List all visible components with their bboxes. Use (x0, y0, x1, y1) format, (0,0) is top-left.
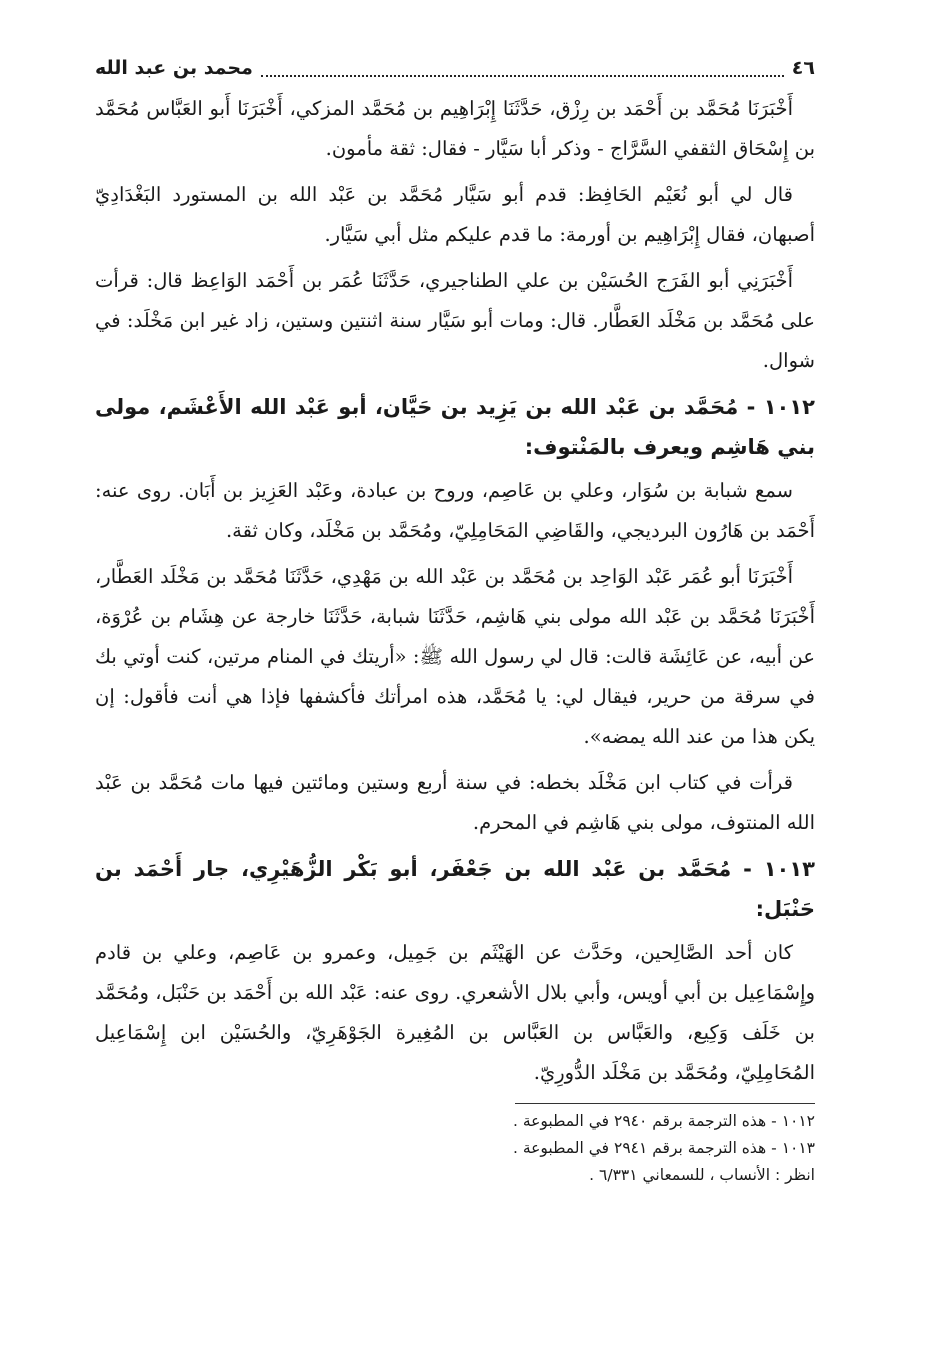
footnote-1013: ١٠١٣ - هذه الترجمة برقم ٢٩٤١ في المطبوعة . (513, 1139, 815, 1157)
running-title: محمد بن عبد الله (95, 57, 253, 79)
paragraph-2: قال لي أبو نُعَيْم الحَافِظ: قدم أبو سَيَّار مُحَمَّد بن عَبْد الله بن المستورد البَغْدَادِيّ أصبهان، فقال إِبْرَاهِيم بن أورمة: ما قدم عليكم مثل أبي سَيَّار. (95, 183, 815, 246)
paragraph-6: قرأت في كتاب ابن مَخْلَد بخطه: في سنة أربع وستين ومائتين فيها مات مُحَمَّد بن عَبْد الله المنتوف، مولى بني هَاشِم في المحرم. (95, 771, 815, 834)
footnote-separator (515, 1103, 815, 1104)
paragraph-5: أَخْبَرَنَا أبو عُمَر عَبْد الوَاحِد بن مُحَمَّد بن عَبْد الله بن مَهْدِي، حَدَّثَنَا مُحَمَّد بن مَخْلَد العَطَّار، أَخْبَرَنَا مُحَمَّد بن عَبْد الله مولى بني هَاشِم، حَدَّثَنَا شبابة، حَدَّثَنَا خارجة عن هِشَام بن عُرْوَة، عن أبيه، عن عَائِشَة قالت: قال لي رسول الله ﷺ: «أريتك في المنام مرتين، كنت أوتي بك في سرقة من حرير، فيقال لي: يا مُحَمَّد، هذه امرأتك فأكشفها فإذا هي أنت فأقول: إن يكن هذا من عند الله يمضه». (95, 565, 815, 748)
page-number: ٤٦ (791, 57, 815, 79)
paragraph-7: كان أحد الصَّالِحين، وحَدَّث عن الهَيْثَم بن جَمِيل، وعمرو بن عَاصِم، وعلي بن قادم وإِسْمَاعِيل بن أبي أويس، وأبي بلال الأشعري. روى عنه: عَبْد الله بن أَحْمَد بن حَنْبَل، ومُحَمَّد بن خَلَف وَكِيع، والعَبَّاس بن العَبَّاس بن المُغِيرة الجَوْهَرِيّ، والحُسَيْن ابن إِسْمَاعِيل المُحَامِلِيّ، ومُحَمَّد بن مَخْلَد الدُّورِيّ. (95, 941, 815, 1084)
footnote-reference: انظر : الأنساب ، للسمعاني ٦/٣٣١ . (589, 1166, 815, 1184)
header-leader-dots (261, 61, 784, 77)
page-header (95, 50, 815, 89)
paragraph-4: سمع شبابة بن سُوَار، وعلي بن عَاصِم، وروح بن عبادة، وعَبْد العَزِيز بن أَبَان. روى عنه: أَحْمَد بن هَارُون البرديجي، والقَاضِي المَحَامِلِيّ، ومُحَمَّد بن مَخْلَد، وكان ثقة. (95, 479, 815, 542)
book-page (95, 50, 815, 1189)
footnotes (95, 1108, 815, 1189)
paragraph-3: أَخْبَرَنِي أبو الفَرَج الحُسَيْن بن علي الطناجيري، حَدَّثَنَا عُمَر بن أَحْمَد الوَاعِظ قال: قرأت على مُحَمَّد بن مَخْلَد العَطَّار. قال: ومات أبو سَيَّار سنة اثنتين وستين، زاد غير ابن مَخْلَد: في شوال. (95, 269, 815, 372)
entry-heading-1012: ١٠١٢ - مُحَمَّد بن عَبْد الله بن يَزِيد بن حَيَّان، أبو عَبْد الله الأَعْشَم، مولى بني هَاشِم ويعرف بالمَنْتوف: (95, 395, 815, 459)
paragraph-1: أَخْبَرَنَا مُحَمَّد بن أَحْمَد بن رِزْق، حَدَّثَنَا إِبْرَاهِيم بن مُحَمَّد المزكي، أَخْبَرَنَا أَبو العَبَّاس مُحَمَّد بن إِسْحَاق الثقفي السَّرَّاج - وذكر أبا سَيَّار - فقال: ثقة مأمون. (95, 97, 815, 160)
footnote-1012: ١٠١٢ - هذه الترجمة برقم ٢٩٤٠ في المطبوعة . (513, 1112, 815, 1130)
entry-heading-1013: ١٠١٣ - مُحَمَّد بن عَبْد الله بن جَعْفَر، أبو بَكْر الزُّهَيْرِي، جار أَحْمَد بن حَنْبَل: (95, 857, 815, 921)
